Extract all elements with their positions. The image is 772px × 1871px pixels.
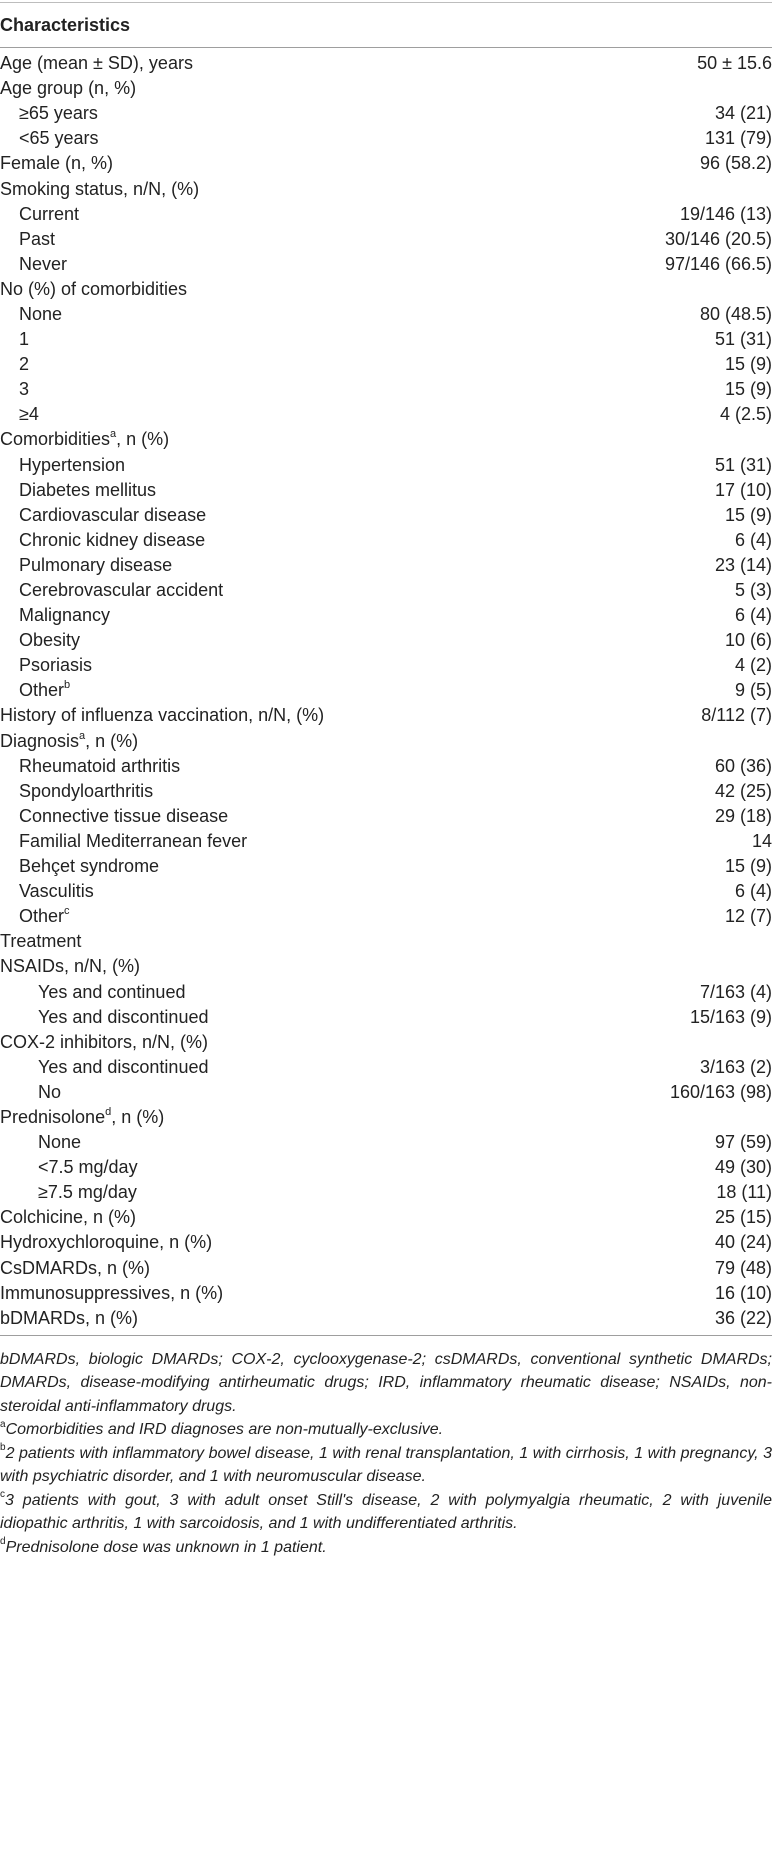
table-row	[0, 603, 772, 628]
row-label-text: ≥7.5 mg/day	[38, 1182, 137, 1203]
row-label	[0, 1256, 600, 1281]
row-label	[0, 277, 600, 302]
row-value	[600, 929, 772, 954]
row-label-text: Connective tissue disease	[19, 805, 229, 826]
table-row	[0, 48, 772, 77]
row-label	[0, 979, 600, 1004]
row-label	[0, 126, 600, 151]
row-label-text: NSAIDs, n/N, (%)	[0, 956, 141, 977]
row-label	[0, 528, 600, 553]
row-value: 160/163 (98)	[669, 1081, 772, 1102]
row-label-text: ≥65 years	[19, 103, 98, 124]
row-label	[0, 227, 600, 252]
row-value: 7/163 (4)	[699, 981, 772, 1002]
row-label-text: <7.5 mg/day	[38, 1157, 138, 1178]
table-row	[0, 879, 772, 904]
table-row	[0, 202, 772, 227]
footnote-marker: c	[64, 905, 70, 918]
row-label	[0, 402, 600, 427]
table-row	[0, 1306, 772, 1336]
row-value: 80 (48.5)	[699, 303, 772, 324]
row-label-suffix: , n (%)	[111, 1106, 165, 1127]
table-row	[0, 979, 772, 1004]
row-value: 10 (6)	[724, 630, 772, 651]
row-value: 131 (79)	[704, 128, 772, 149]
row-label-text: Hydroxychloroquine, n (%)	[0, 1232, 213, 1253]
table-row	[0, 1230, 772, 1255]
row-value	[600, 176, 772, 201]
row-label	[0, 252, 600, 277]
row-label-text: Spondyloarthritis	[19, 780, 154, 801]
row-label-text: Vasculitis	[19, 881, 94, 902]
row-label-text: Female (n, %)	[0, 153, 114, 174]
row-value: 3/163 (2)	[699, 1056, 772, 1077]
row-label	[0, 603, 600, 628]
table-row	[0, 252, 772, 277]
row-value: 4 (2.5)	[719, 404, 772, 425]
table-footnotes	[0, 1336, 772, 1560]
table-row	[0, 302, 772, 327]
row-label	[0, 327, 600, 352]
row-value: 79 (48)	[714, 1257, 772, 1278]
row-value: 30/146 (20.5)	[664, 228, 772, 249]
row-label	[0, 478, 600, 503]
footnote-abbreviations: bDMARDs, biologic DMARDs; COX-2, cyclooxygenase-2; csDMARDs, conventional synthetic DMARDs; DMARDs, disease-modifying antirheumatic drugs; IRD, inflammatory rheumatic disease; NSAIDs, non-steroidal anti-inflammatory drugs.	[0, 1350, 772, 1415]
footnote-marker: a	[0, 1418, 6, 1430]
row-value: 49 (30)	[714, 1157, 772, 1178]
table-row	[0, 628, 772, 653]
table-row	[0, 1180, 772, 1205]
table-row	[0, 427, 772, 452]
row-label-text: Yes and continued	[38, 981, 186, 1002]
table-row	[0, 854, 772, 879]
table-row	[0, 377, 772, 402]
row-label	[0, 829, 600, 854]
table-row	[0, 1005, 772, 1030]
row-label-text: Smoking status, n/N, (%)	[0, 178, 200, 199]
row-label-text: COX-2 inhibitors, n/N, (%)	[0, 1031, 209, 1052]
row-value: 15 (9)	[724, 504, 772, 525]
row-label	[0, 628, 600, 653]
row-label	[0, 879, 600, 904]
table-row	[0, 754, 772, 779]
row-value: 29 (18)	[714, 805, 772, 826]
row-value	[600, 427, 772, 452]
table-row	[0, 578, 772, 603]
row-label	[0, 377, 600, 402]
row-label	[0, 101, 600, 126]
row-label-text: Other	[19, 906, 65, 927]
row-value	[600, 1030, 772, 1055]
row-label-text: Hypertension	[19, 454, 126, 475]
row-label-text: History of influenza vaccination, n/N, (%)	[0, 705, 325, 726]
row-label-text: Past	[19, 228, 56, 249]
row-label	[0, 804, 600, 829]
row-value: 34 (21)	[714, 103, 772, 124]
row-label-text: Pulmonary disease	[19, 554, 173, 575]
row-label-text: Behçet syndrome	[19, 856, 160, 877]
row-label-text: Malignancy	[19, 605, 111, 626]
row-value: 15 (9)	[724, 856, 772, 877]
table-header: Characteristics	[0, 3, 772, 48]
row-label	[0, 48, 600, 77]
row-label	[0, 553, 600, 578]
row-value: 17 (10)	[714, 479, 772, 500]
footnote-marker: a	[79, 729, 86, 742]
row-label	[0, 427, 600, 452]
row-value: 36 (22)	[600, 1306, 772, 1336]
row-label	[0, 904, 600, 929]
table-row	[0, 1105, 772, 1130]
row-value: 14	[751, 830, 772, 851]
row-label-text: Yes and discontinued	[38, 1006, 209, 1027]
row-value: 15/163 (9)	[689, 1006, 772, 1027]
footnote-text: Prednisolone dose was unknown in 1 patient.	[5, 1538, 327, 1556]
row-label-text: Chronic kidney disease	[19, 529, 206, 550]
row-label-text: Cardiovascular disease	[19, 504, 207, 525]
row-value: 25 (15)	[714, 1207, 772, 1228]
row-label	[0, 176, 600, 201]
footnote-marker: d	[105, 1105, 112, 1118]
table-row	[0, 1281, 772, 1306]
row-label-text: Immunosuppressives, n (%)	[0, 1282, 224, 1303]
footnote-b	[0, 1442, 772, 1489]
row-label-text: Prednisolone	[0, 1106, 106, 1127]
row-label-text: bDMARDs, n (%)	[0, 1307, 139, 1328]
row-label	[0, 352, 600, 377]
row-value: 6 (4)	[735, 529, 772, 550]
footnote-d	[0, 1536, 772, 1560]
row-label	[0, 202, 600, 227]
row-label-text: Comorbidities	[0, 429, 111, 450]
table-row	[0, 478, 772, 503]
row-label-text: No (%) of comorbidities	[0, 278, 188, 299]
row-value: 8/112 (7)	[701, 705, 772, 726]
row-value: 16 (10)	[714, 1282, 772, 1303]
row-label-text: 1	[19, 329, 30, 350]
table-row	[0, 678, 772, 703]
table-row	[0, 1155, 772, 1180]
row-label	[0, 754, 600, 779]
table-row	[0, 954, 772, 979]
table-row	[0, 1055, 772, 1080]
row-label	[0, 1055, 600, 1080]
row-label	[0, 703, 600, 728]
footnote-c	[0, 1489, 772, 1536]
row-value: 15 (9)	[724, 379, 772, 400]
row-value: 50 ± 15.6	[697, 53, 772, 74]
row-label	[0, 578, 600, 603]
table-header-row	[0, 3, 772, 48]
table-row	[0, 327, 772, 352]
table-row	[0, 227, 772, 252]
table-row	[0, 352, 772, 377]
row-label-text: Colchicine, n (%)	[0, 1207, 137, 1228]
row-label	[0, 1105, 600, 1130]
row-label	[0, 954, 600, 979]
row-label	[0, 1281, 600, 1306]
row-label-text: Current	[19, 203, 80, 224]
table-row	[0, 804, 772, 829]
table-row	[0, 929, 772, 954]
table-row	[0, 1030, 772, 1055]
row-value: 96 (58.2)	[699, 153, 772, 174]
footnote-marker: b	[0, 1442, 6, 1454]
table-row	[0, 503, 772, 528]
row-label-suffix: , n (%)	[85, 730, 139, 751]
row-value: 9 (5)	[735, 680, 772, 701]
row-value: 51 (31)	[714, 454, 772, 475]
row-label-text: No	[38, 1081, 62, 1102]
row-value: 12 (7)	[724, 906, 772, 927]
footnote-text: 2 patients with inflammatory bowel disease, 1 with renal transplantation, 1 with cirrhosis, 1 with pregnancy, 3 with psychiatric disorder, and 1 with neuromuscular disease.	[0, 1444, 772, 1486]
row-value: 5 (3)	[735, 580, 772, 601]
row-value: 15 (9)	[724, 354, 772, 375]
table-row	[0, 1080, 772, 1105]
row-label-suffix: , n (%)	[116, 429, 170, 450]
row-label-text: Yes and discontinued	[38, 1056, 209, 1077]
footnote-marker: d	[0, 1536, 6, 1548]
table-row	[0, 829, 772, 854]
row-label	[0, 1005, 600, 1030]
row-label	[0, 854, 600, 879]
row-value	[600, 954, 772, 979]
row-label	[0, 678, 600, 703]
row-label	[0, 1130, 600, 1155]
row-label-text: Treatment	[0, 931, 82, 952]
row-value: 40 (24)	[714, 1232, 772, 1253]
row-label-text: <65 years	[19, 128, 99, 149]
table-row	[0, 553, 772, 578]
footnote-marker: a	[110, 428, 117, 441]
row-value	[600, 1105, 772, 1130]
table-row	[0, 1130, 772, 1155]
row-value: 18 (11)	[716, 1182, 772, 1203]
row-label-text: Other	[19, 680, 65, 701]
row-label	[0, 503, 600, 528]
row-label	[0, 453, 600, 478]
table-row	[0, 453, 772, 478]
table-body	[0, 48, 772, 1336]
row-label	[0, 1306, 600, 1336]
row-label	[0, 1155, 600, 1180]
row-value: 4 (2)	[735, 655, 772, 676]
footnote-a	[0, 1418, 772, 1442]
row-label-text: Age group (n, %)	[0, 78, 137, 99]
row-label	[0, 151, 600, 176]
row-value	[600, 277, 772, 302]
row-value	[600, 729, 772, 754]
table-row	[0, 703, 772, 728]
characteristics-table	[0, 2, 772, 1336]
row-label-text: Familial Mediterranean fever	[19, 830, 248, 851]
row-label-text: Never	[19, 253, 68, 274]
table-row	[0, 151, 772, 176]
row-value: 97 (59)	[714, 1132, 772, 1153]
row-label	[0, 1205, 600, 1230]
row-label	[0, 1080, 600, 1105]
row-value: 19/146 (13)	[679, 203, 772, 224]
table-row	[0, 176, 772, 201]
row-label-text: Rheumatoid arthritis	[19, 755, 181, 776]
row-label-text: CsDMARDs, n (%)	[0, 1257, 151, 1278]
row-label-text: Diabetes mellitus	[19, 479, 157, 500]
table-row	[0, 101, 772, 126]
row-label	[0, 302, 600, 327]
table-row	[0, 76, 772, 101]
row-value: 51 (31)	[714, 329, 772, 350]
row-value: 6 (4)	[735, 881, 772, 902]
row-value: 42 (25)	[714, 780, 772, 801]
row-label	[0, 1180, 600, 1205]
row-value: 23 (14)	[714, 554, 772, 575]
row-label	[0, 779, 600, 804]
row-value: 6 (4)	[735, 605, 772, 626]
row-label-text: Diagnosis	[0, 730, 80, 751]
table-row	[0, 402, 772, 427]
row-label-text: ≥4	[19, 404, 39, 425]
row-label-text: Psoriasis	[19, 655, 93, 676]
row-label	[0, 729, 600, 754]
row-label	[0, 76, 600, 101]
row-label-text: Obesity	[19, 630, 81, 651]
row-label-text: 3	[19, 379, 30, 400]
table-row	[0, 653, 772, 678]
table-row	[0, 729, 772, 754]
row-value	[600, 76, 772, 101]
footnote-text: Comorbidities and IRD diagnoses are non-mutually-exclusive.	[5, 1421, 444, 1439]
row-label-text: None	[19, 303, 63, 324]
table-row	[0, 277, 772, 302]
row-label	[0, 653, 600, 678]
row-label	[0, 929, 600, 954]
row-label-text: None	[38, 1132, 82, 1153]
row-label-text: Age (mean ± SD), years	[0, 53, 193, 74]
row-value: 60 (36)	[714, 755, 772, 776]
row-label	[0, 1230, 600, 1255]
footnote-marker: c	[0, 1489, 5, 1501]
row-label-text: Cerebrovascular accident	[19, 580, 224, 601]
row-value: 97/146 (66.5)	[664, 253, 772, 274]
footnote-marker: b	[64, 679, 71, 692]
table-row	[0, 528, 772, 553]
table-row	[0, 904, 772, 929]
footnote-text: 3 patients with gout, 3 with adult onset Still's disease, 2 with polymyalgia rheumatic, 2 with juvenile idiopathic arthritis, 1 with sarcoidosis, and 1 with undifferentiated arthritis.	[0, 1491, 772, 1533]
row-label	[0, 1030, 600, 1055]
table-row	[0, 779, 772, 804]
row-label-text: 2	[19, 354, 30, 375]
table-row	[0, 1256, 772, 1281]
table-row	[0, 1205, 772, 1230]
table-row	[0, 126, 772, 151]
